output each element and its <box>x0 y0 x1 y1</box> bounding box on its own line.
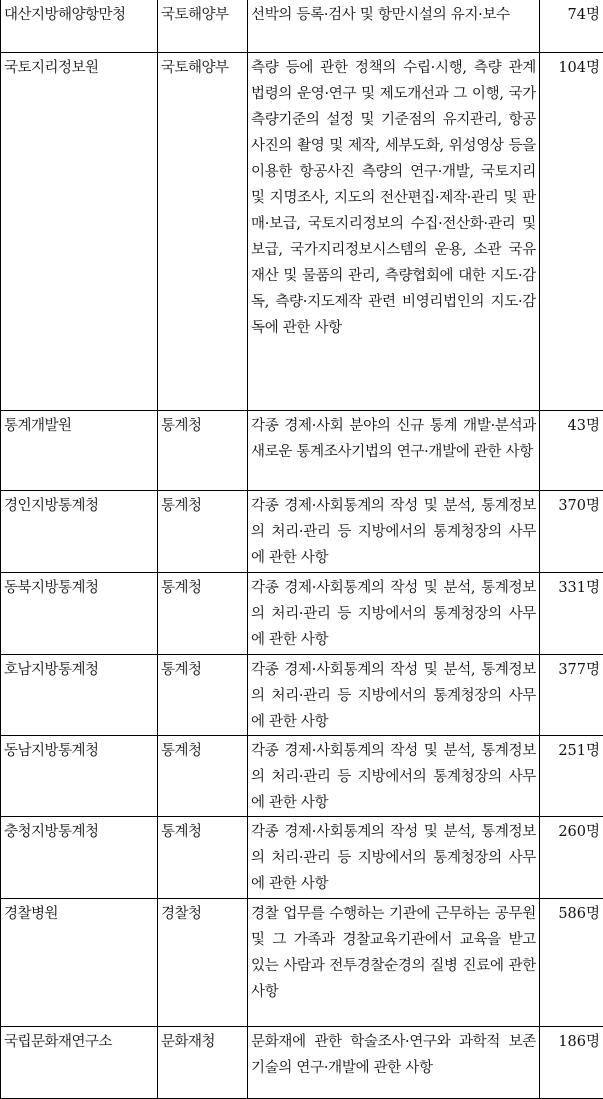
org-name-cell: 국토지리정보원 <box>1 52 158 410</box>
table-row <box>1 735 603 816</box>
org-name-cell: 통계개발원 <box>1 410 158 490</box>
table-row <box>1 654 603 735</box>
parent-ministry-cell: 통계청 <box>158 816 248 898</box>
duty-cell: 각종 경제·사회통계의 작성 및 분석, 통계정보의 처리·관리 등 지방에서의 통계청장의 사무에 관한 사항 <box>248 735 540 816</box>
parent-ministry-cell: 통계청 <box>158 410 248 490</box>
parent-ministry-cell: 통계청 <box>158 735 248 816</box>
parent-ministry-cell: 경찰청 <box>158 898 248 1026</box>
staff-count-cell: 186명 <box>540 1026 603 1098</box>
org-name-cell: 경찰병원 <box>1 898 158 1026</box>
duty-cell: 각종 경제·사회 분야의 신규 통계 개발·분석과 새로운 통계조사기법의 연구·개발에 관한 사항 <box>248 410 540 490</box>
duty-cell: 문화재에 관한 학술조사·연구와 과학적 보존 기술의 연구·개발에 관한 사항 <box>248 1026 540 1098</box>
parent-ministry-cell: 통계청 <box>158 490 248 572</box>
duty-cell: 각종 경제·사회통계의 작성 및 분석, 통계정보의 처리·관리 등 지방에서의 통계청장의 사무에 관한 사항 <box>248 490 540 572</box>
parent-ministry-cell: 국토해양부 <box>158 0 248 52</box>
staff-count-cell: 251명 <box>540 735 603 816</box>
org-name-cell: 호남지방통계청 <box>1 654 158 735</box>
staff-count-cell: 43명 <box>540 410 603 490</box>
org-name-cell: 국립문화재연구소 <box>1 1026 158 1098</box>
table-row <box>1 1026 603 1098</box>
parent-ministry-cell: 국토해양부 <box>158 52 248 410</box>
duty-cell: 각종 경제·사회통계의 작성 및 분석, 통계정보의 처리·관리 등 지방에서의 통계청장의 사무에 관한 사항 <box>248 816 540 898</box>
org-name-cell: 대산지방해양항만청 <box>1 0 158 52</box>
org-name-cell: 충청지방통계청 <box>1 816 158 898</box>
table-row <box>1 410 603 490</box>
staff-count-cell: 74명 <box>540 0 603 52</box>
staff-count-cell: 586명 <box>540 898 603 1026</box>
table-row <box>1 490 603 572</box>
duty-cell: 각종 경제·사회통계의 작성 및 분석, 통계정보의 처리·관리 등 지방에서의 통계청장의 사무에 관한 사항 <box>248 572 540 654</box>
duty-cell: 경찰 업무를 수행하는 기관에 근무하는 공무원 및 그 가족과 경찰교육기관에서 교육을 받고 있는 사람과 전투경찰순경의 질병 진료에 관한 사항 <box>248 898 540 1026</box>
table-row <box>1 816 603 898</box>
duty-cell: 선박의 등록·검사 및 항만시설의 유지·보수 <box>248 0 540 52</box>
staff-count-cell: 260명 <box>540 816 603 898</box>
table-row <box>1 52 603 410</box>
duty-cell: 각종 경제·사회통계의 작성 및 분석, 통계정보의 처리·관리 등 지방에서의 통계청장의 사무에 관한 사항 <box>248 654 540 735</box>
parent-ministry-cell: 통계청 <box>158 654 248 735</box>
table-row <box>1 898 603 1026</box>
table-row <box>1 572 603 654</box>
table-row <box>1 0 603 52</box>
parent-ministry-cell: 통계청 <box>158 572 248 654</box>
staff-count-cell: 331명 <box>540 572 603 654</box>
org-name-cell: 동남지방통계청 <box>1 735 158 816</box>
duty-cell: 측량 등에 관한 정책의 수립·시행, 측량 관계 법령의 운영·연구 및 제도개선과 그 이행, 국가 측량기준의 설정 및 기준점의 유지관리, 항공사진의 촬영 및 제작, 세부도화, 위성영상 등을 이용한 항공사진 측량의 연구·개발, 국토지리 및 지명조사, 지도의 전산편집·제작·관리 및 판매·보급, 국토지리정보의 수집·전산화·관리 및 보급, 국가지리정보시스템의 운용, 소관 국유재산 및 물품의 관리, 측량협회에 대한 지도·감독, 측량·지도제작 관련 비영리법인의 지도·감독에 관한 사항 <box>248 52 540 410</box>
org-name-cell: 경인지방통계청 <box>1 490 158 572</box>
staff-count-cell: 104명 <box>540 52 603 410</box>
org-name-cell: 동북지방통계청 <box>1 572 158 654</box>
parent-ministry-cell: 문화재청 <box>158 1026 248 1098</box>
staff-count-cell: 370명 <box>540 490 603 572</box>
staff-count-cell: 377명 <box>540 654 603 735</box>
